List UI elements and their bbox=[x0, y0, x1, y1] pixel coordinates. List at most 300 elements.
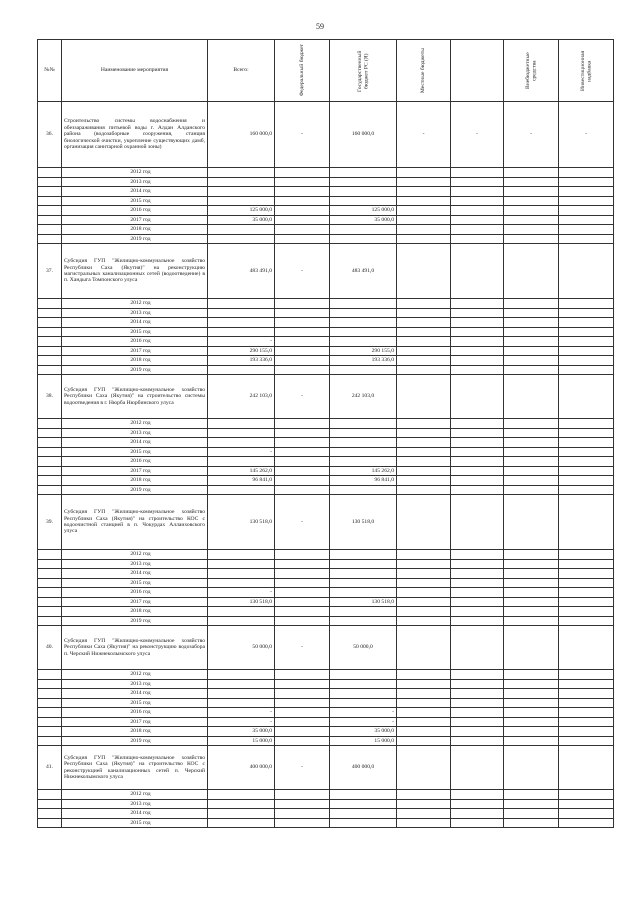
year-label: 2013 год bbox=[62, 679, 208, 689]
measure-row bbox=[38, 746, 614, 790]
year-extrabudget bbox=[504, 177, 559, 187]
year-state: - bbox=[330, 708, 397, 718]
year-federal bbox=[275, 225, 330, 235]
year-local bbox=[397, 225, 451, 235]
year-num-cell bbox=[38, 466, 62, 476]
year-blank-col bbox=[451, 670, 504, 680]
year-row bbox=[38, 790, 614, 800]
year-total: - bbox=[208, 717, 275, 727]
year-total: 130 518,0 bbox=[208, 597, 275, 607]
year-invest bbox=[559, 187, 614, 197]
year-num-cell bbox=[38, 177, 62, 187]
year-total bbox=[208, 419, 275, 429]
year-state bbox=[330, 234, 397, 244]
measure-local bbox=[397, 244, 451, 299]
year-local bbox=[397, 809, 451, 819]
measure-name: Субсидия ГУП "Жилищно-коммунальное хозяйство Республики Саха (Якутия)" на строительство КОС с реконструкцией канализационных сетей п. Черский Нижнеколымского улуса bbox=[62, 746, 208, 790]
year-total: 193 336,0 bbox=[208, 356, 275, 366]
year-label: 2019 год bbox=[62, 616, 208, 626]
measure-row bbox=[38, 244, 614, 299]
year-invest bbox=[559, 337, 614, 347]
measure-blank-col: - bbox=[451, 102, 504, 168]
measure-state: 242 103,0 bbox=[330, 375, 397, 419]
year-federal bbox=[275, 299, 330, 309]
year-blank-col bbox=[451, 308, 504, 318]
year-state bbox=[330, 698, 397, 708]
year-total bbox=[208, 457, 275, 467]
year-extrabudget bbox=[504, 588, 559, 598]
year-label: 2016 год bbox=[62, 206, 208, 216]
year-state bbox=[330, 428, 397, 438]
year-blank-col bbox=[451, 177, 504, 187]
year-num-cell bbox=[38, 689, 62, 699]
year-local bbox=[397, 206, 451, 216]
year-state bbox=[330, 578, 397, 588]
year-row bbox=[38, 419, 614, 429]
year-federal bbox=[275, 818, 330, 828]
year-local bbox=[397, 818, 451, 828]
year-state bbox=[330, 790, 397, 800]
year-blank-col bbox=[451, 578, 504, 588]
year-blank-col bbox=[451, 790, 504, 800]
year-federal bbox=[275, 466, 330, 476]
year-state bbox=[330, 689, 397, 699]
year-row bbox=[38, 457, 614, 467]
year-row bbox=[38, 318, 614, 328]
year-blank-col bbox=[451, 559, 504, 569]
year-extrabudget bbox=[504, 457, 559, 467]
year-blank-col bbox=[451, 597, 504, 607]
year-total bbox=[208, 318, 275, 328]
year-local bbox=[397, 790, 451, 800]
year-blank-col bbox=[451, 717, 504, 727]
measure-blank-col bbox=[451, 626, 504, 670]
year-row bbox=[38, 215, 614, 225]
year-federal bbox=[275, 215, 330, 225]
year-row bbox=[38, 234, 614, 244]
year-total bbox=[208, 299, 275, 309]
measure-local bbox=[397, 495, 451, 550]
year-row bbox=[38, 578, 614, 588]
year-row bbox=[38, 607, 614, 617]
year-blank-col bbox=[451, 485, 504, 495]
measure-blank-col bbox=[451, 375, 504, 419]
year-blank-col bbox=[451, 215, 504, 225]
year-row bbox=[38, 299, 614, 309]
col-header-state: Государственный бюджет РС (Я) bbox=[330, 40, 397, 102]
measure-blank-col bbox=[451, 244, 504, 299]
measure-state: 160 000,0 bbox=[330, 102, 397, 168]
year-row bbox=[38, 670, 614, 680]
year-state bbox=[330, 337, 397, 347]
year-federal bbox=[275, 337, 330, 347]
year-state bbox=[330, 447, 397, 457]
year-row bbox=[38, 717, 614, 727]
year-row bbox=[38, 327, 614, 337]
year-extrabudget bbox=[504, 597, 559, 607]
year-federal bbox=[275, 428, 330, 438]
year-row bbox=[38, 799, 614, 809]
year-row bbox=[38, 168, 614, 178]
year-local bbox=[397, 799, 451, 809]
year-num-cell bbox=[38, 616, 62, 626]
measure-number: 39. bbox=[38, 495, 62, 550]
year-extrabudget bbox=[504, 736, 559, 746]
year-state: - bbox=[330, 717, 397, 727]
year-blank-col bbox=[451, 457, 504, 467]
year-label: 2012 год bbox=[62, 550, 208, 560]
measure-extrabudget bbox=[504, 746, 559, 790]
year-num-cell bbox=[38, 225, 62, 235]
year-label: 2017 год bbox=[62, 346, 208, 356]
year-extrabudget bbox=[504, 485, 559, 495]
year-local bbox=[397, 419, 451, 429]
year-state: 96 841,0 bbox=[330, 476, 397, 486]
year-total bbox=[208, 485, 275, 495]
year-row bbox=[38, 736, 614, 746]
year-local bbox=[397, 679, 451, 689]
year-invest bbox=[559, 177, 614, 187]
measure-extrabudget bbox=[504, 495, 559, 550]
year-invest bbox=[559, 727, 614, 737]
year-invest bbox=[559, 457, 614, 467]
year-row bbox=[38, 187, 614, 197]
year-label: 2019 год bbox=[62, 365, 208, 375]
year-blank-col bbox=[451, 234, 504, 244]
year-row bbox=[38, 559, 614, 569]
year-num-cell bbox=[38, 708, 62, 718]
year-federal bbox=[275, 809, 330, 819]
year-invest bbox=[559, 708, 614, 718]
year-state: 15 000,0 bbox=[330, 736, 397, 746]
year-state: 193 336,0 bbox=[330, 356, 397, 366]
year-row bbox=[38, 616, 614, 626]
year-label: 2014 год bbox=[62, 438, 208, 448]
year-extrabudget bbox=[504, 206, 559, 216]
measure-row bbox=[38, 495, 614, 550]
year-extrabudget bbox=[504, 327, 559, 337]
year-extrabudget bbox=[504, 168, 559, 178]
year-extrabudget bbox=[504, 365, 559, 375]
year-label: 2016 год bbox=[62, 337, 208, 347]
measure-federal: - bbox=[275, 244, 330, 299]
year-row bbox=[38, 356, 614, 366]
year-total bbox=[208, 689, 275, 699]
year-invest bbox=[559, 689, 614, 699]
year-num-cell bbox=[38, 717, 62, 727]
year-num-cell bbox=[38, 736, 62, 746]
year-federal bbox=[275, 597, 330, 607]
year-num-cell bbox=[38, 308, 62, 318]
year-label: 2018 год bbox=[62, 356, 208, 366]
year-label: 2017 год bbox=[62, 215, 208, 225]
year-num-cell bbox=[38, 337, 62, 347]
year-invest bbox=[559, 365, 614, 375]
year-row bbox=[38, 438, 614, 448]
year-total bbox=[208, 670, 275, 680]
year-extrabudget bbox=[504, 717, 559, 727]
year-extrabudget bbox=[504, 607, 559, 617]
year-total bbox=[208, 187, 275, 197]
year-federal bbox=[275, 177, 330, 187]
year-num-cell bbox=[38, 215, 62, 225]
measure-invest bbox=[559, 746, 614, 790]
year-local bbox=[397, 447, 451, 457]
year-total bbox=[208, 559, 275, 569]
year-num-cell bbox=[38, 419, 62, 429]
year-total: - bbox=[208, 588, 275, 598]
year-state bbox=[330, 818, 397, 828]
year-extrabudget bbox=[504, 698, 559, 708]
measure-invest bbox=[559, 495, 614, 550]
year-num-cell bbox=[38, 187, 62, 197]
measure-row bbox=[38, 102, 614, 168]
year-label: 2013 год bbox=[62, 308, 208, 318]
measure-extrabudget: - bbox=[504, 102, 559, 168]
year-extrabudget bbox=[504, 727, 559, 737]
measure-state: 483 491,0 bbox=[330, 244, 397, 299]
year-federal bbox=[275, 318, 330, 328]
year-total: 125 000,0 bbox=[208, 206, 275, 216]
year-invest bbox=[559, 206, 614, 216]
measure-blank-col bbox=[451, 746, 504, 790]
year-federal bbox=[275, 356, 330, 366]
year-state bbox=[330, 679, 397, 689]
year-blank-col bbox=[451, 327, 504, 337]
year-extrabudget bbox=[504, 225, 559, 235]
year-num-cell bbox=[38, 569, 62, 579]
year-blank-col bbox=[451, 168, 504, 178]
year-local bbox=[397, 717, 451, 727]
year-blank-col bbox=[451, 698, 504, 708]
year-total bbox=[208, 809, 275, 819]
year-label: 2013 год bbox=[62, 799, 208, 809]
year-label: 2014 год bbox=[62, 187, 208, 197]
year-state bbox=[330, 177, 397, 187]
year-label: 2015 год bbox=[62, 447, 208, 457]
year-extrabudget bbox=[504, 356, 559, 366]
year-blank-col bbox=[451, 356, 504, 366]
measure-name: Субсидия ГУП "Жилищно-коммунальное хозяйство Республики Саха (Якутия)" на строительство КОС с водоочистной станцией в п. Чокурдах Аллаиховского улуса bbox=[62, 495, 208, 550]
year-num-cell bbox=[38, 559, 62, 569]
year-total bbox=[208, 818, 275, 828]
year-extrabudget bbox=[504, 818, 559, 828]
year-federal bbox=[275, 569, 330, 579]
year-total bbox=[208, 607, 275, 617]
year-row bbox=[38, 597, 614, 607]
year-local bbox=[397, 318, 451, 328]
year-label: 2012 год bbox=[62, 790, 208, 800]
measure-federal: - bbox=[275, 375, 330, 419]
year-federal bbox=[275, 588, 330, 598]
year-local bbox=[397, 476, 451, 486]
measure-state: 400 000,0 bbox=[330, 746, 397, 790]
year-extrabudget bbox=[504, 234, 559, 244]
measure-row bbox=[38, 626, 614, 670]
year-row bbox=[38, 569, 614, 579]
year-local bbox=[397, 607, 451, 617]
col-header-extrabudget: Внебюджетные средства bbox=[504, 40, 559, 102]
measure-total: 160 000,0 bbox=[208, 102, 275, 168]
measure-local: - bbox=[397, 102, 451, 168]
year-local bbox=[397, 168, 451, 178]
year-federal bbox=[275, 578, 330, 588]
year-label: 2014 год bbox=[62, 569, 208, 579]
year-local bbox=[397, 727, 451, 737]
year-label: 2012 год bbox=[62, 419, 208, 429]
year-invest bbox=[559, 225, 614, 235]
year-extrabudget bbox=[504, 215, 559, 225]
year-label: 2013 год bbox=[62, 428, 208, 438]
year-blank-col bbox=[451, 447, 504, 457]
year-extrabudget bbox=[504, 337, 559, 347]
year-federal bbox=[275, 698, 330, 708]
year-extrabudget bbox=[504, 187, 559, 197]
year-invest bbox=[559, 809, 614, 819]
measure-total: 50 000,0 bbox=[208, 626, 275, 670]
year-row bbox=[38, 337, 614, 347]
year-total bbox=[208, 177, 275, 187]
year-blank-col bbox=[451, 679, 504, 689]
year-extrabudget bbox=[504, 346, 559, 356]
year-state bbox=[330, 187, 397, 197]
year-blank-col bbox=[451, 428, 504, 438]
year-blank-col bbox=[451, 419, 504, 429]
year-extrabudget bbox=[504, 616, 559, 626]
year-total bbox=[208, 234, 275, 244]
measure-name: Строительство системы водоснабжения и обеззараживания питьевой воды г. Алдан Алданского района (водозаборные сооружения, станция биологической очистки, укрепление существующих дамб, организация санитарной охранной зоны) bbox=[62, 102, 208, 168]
year-federal bbox=[275, 447, 330, 457]
year-local bbox=[397, 365, 451, 375]
year-invest bbox=[559, 346, 614, 356]
year-federal bbox=[275, 457, 330, 467]
measure-local bbox=[397, 746, 451, 790]
year-num-cell bbox=[38, 206, 62, 216]
year-label: 2018 год bbox=[62, 727, 208, 737]
year-federal bbox=[275, 327, 330, 337]
year-row bbox=[38, 679, 614, 689]
year-total bbox=[208, 799, 275, 809]
year-blank-col bbox=[451, 736, 504, 746]
year-row bbox=[38, 485, 614, 495]
measure-invest bbox=[559, 244, 614, 299]
year-blank-col bbox=[451, 466, 504, 476]
year-federal bbox=[275, 607, 330, 617]
year-invest bbox=[559, 698, 614, 708]
year-local bbox=[397, 337, 451, 347]
year-local bbox=[397, 708, 451, 718]
measure-extrabudget bbox=[504, 244, 559, 299]
year-num-cell bbox=[38, 346, 62, 356]
year-invest bbox=[559, 578, 614, 588]
year-invest bbox=[559, 466, 614, 476]
year-num-cell bbox=[38, 168, 62, 178]
year-num-cell bbox=[38, 588, 62, 598]
year-extrabudget bbox=[504, 578, 559, 588]
year-state bbox=[330, 569, 397, 579]
measure-invest: - bbox=[559, 102, 614, 168]
year-total: 290 155,0 bbox=[208, 346, 275, 356]
year-extrabudget bbox=[504, 670, 559, 680]
year-invest bbox=[559, 790, 614, 800]
year-invest bbox=[559, 559, 614, 569]
year-local bbox=[397, 299, 451, 309]
year-extrabudget bbox=[504, 438, 559, 448]
year-local bbox=[397, 550, 451, 560]
year-state: 130 518,0 bbox=[330, 597, 397, 607]
year-state bbox=[330, 799, 397, 809]
year-num-cell bbox=[38, 485, 62, 495]
year-num-cell bbox=[38, 607, 62, 617]
year-blank-col bbox=[451, 588, 504, 598]
year-row bbox=[38, 698, 614, 708]
year-total bbox=[208, 698, 275, 708]
year-state bbox=[330, 559, 397, 569]
year-label: 2016 год bbox=[62, 457, 208, 467]
year-state bbox=[330, 327, 397, 337]
col-header-local: Местные бюджеты bbox=[397, 40, 451, 102]
year-invest bbox=[559, 215, 614, 225]
year-label: 2016 год bbox=[62, 708, 208, 718]
year-state bbox=[330, 485, 397, 495]
year-local bbox=[397, 689, 451, 699]
year-num-cell bbox=[38, 550, 62, 560]
year-state bbox=[330, 588, 397, 598]
year-invest bbox=[559, 679, 614, 689]
measure-number: 38. bbox=[38, 375, 62, 419]
year-extrabudget bbox=[504, 708, 559, 718]
year-label: 2015 год bbox=[62, 196, 208, 206]
year-federal bbox=[275, 559, 330, 569]
year-num-cell bbox=[38, 790, 62, 800]
year-row bbox=[38, 428, 614, 438]
year-row bbox=[38, 588, 614, 598]
year-num-cell bbox=[38, 679, 62, 689]
year-total bbox=[208, 616, 275, 626]
year-federal bbox=[275, 670, 330, 680]
col-header-federal: Федеральный бюджет bbox=[275, 40, 330, 102]
year-label: 2017 год bbox=[62, 717, 208, 727]
year-extrabudget bbox=[504, 299, 559, 309]
year-extrabudget bbox=[504, 476, 559, 486]
year-federal bbox=[275, 689, 330, 699]
year-row bbox=[38, 365, 614, 375]
year-federal bbox=[275, 234, 330, 244]
year-invest bbox=[559, 670, 614, 680]
year-total bbox=[208, 679, 275, 689]
measure-row bbox=[38, 375, 614, 419]
year-label: 2015 год bbox=[62, 327, 208, 337]
year-extrabudget bbox=[504, 569, 559, 579]
year-total: 35 000,0 bbox=[208, 215, 275, 225]
year-local bbox=[397, 670, 451, 680]
year-extrabudget bbox=[504, 196, 559, 206]
year-label: 2012 год bbox=[62, 168, 208, 178]
year-label: 2015 год bbox=[62, 818, 208, 828]
year-local bbox=[397, 356, 451, 366]
year-federal bbox=[275, 476, 330, 486]
year-label: 2014 год bbox=[62, 809, 208, 819]
year-blank-col bbox=[451, 727, 504, 737]
year-state bbox=[330, 457, 397, 467]
year-row bbox=[38, 196, 614, 206]
year-state bbox=[330, 318, 397, 328]
year-row bbox=[38, 476, 614, 486]
year-state bbox=[330, 365, 397, 375]
year-invest bbox=[559, 327, 614, 337]
measure-name: Субсидия ГУП "Жилищно-коммунальное хозяйство Республики Саха (Якутия)" на реконструкцию водозабора п. Черский Нижнеколымского улуса bbox=[62, 626, 208, 670]
year-local bbox=[397, 438, 451, 448]
